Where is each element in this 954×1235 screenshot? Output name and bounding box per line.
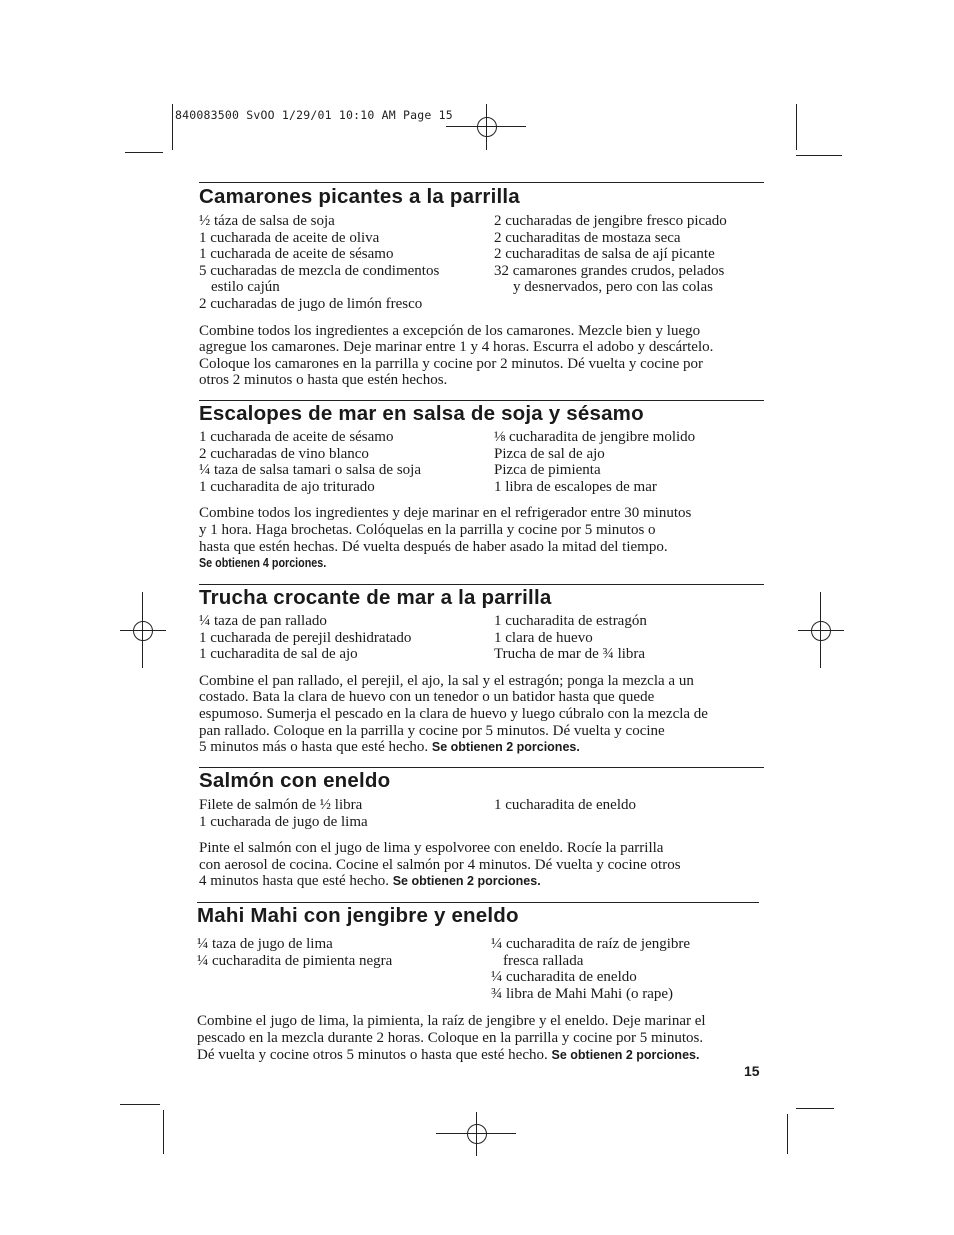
ingredient: 2 cucharadas de jugo de limón fresco bbox=[199, 295, 423, 312]
ingredient: 1 cucharada de aceite de sésamo bbox=[199, 429, 394, 445]
recipe-title: Salmón con eneldo bbox=[199, 769, 391, 792]
ingredient: 1 cucharada de perejil deshidratado bbox=[199, 629, 412, 646]
ingredients-column-right bbox=[494, 613, 764, 663]
ingredient: Pizca de pimienta bbox=[494, 462, 601, 479]
method-text bbox=[199, 840, 764, 890]
section-rule bbox=[199, 584, 764, 585]
method-line: hasta que estén hechas. Dé vuelta después de haber asado la mitad del tiempo. bbox=[199, 538, 668, 555]
crop-mark bbox=[796, 104, 797, 150]
crop-mark bbox=[125, 152, 163, 153]
ingredients-column-right bbox=[494, 429, 764, 495]
ingredients bbox=[199, 613, 764, 663]
ingredient: fresca rallada bbox=[503, 952, 584, 969]
recipe-title: Escalopes de mar en salsa de soja y sésamo bbox=[199, 402, 644, 425]
method-line: pescado en la mezcla durante 2 horas. Coloque en la parrilla y cocine por 5 minutos. bbox=[197, 1029, 704, 1046]
servings-note: Se obtienen 2 porciones. bbox=[431, 740, 580, 755]
ingredient: 2 cucharaditas de mostaza seca bbox=[494, 229, 681, 246]
recipe-title: Trucha crocante de mar a la parrilla bbox=[199, 586, 552, 609]
ingredient: Filete de salmón de ½ libra bbox=[199, 797, 363, 813]
method-line: y 1 hora. Haga brochetas. Colóquelas en la parrilla y cocine por 5 minutos o bbox=[199, 521, 656, 538]
registration-mark bbox=[120, 592, 166, 668]
ingredient: 2 cucharaditas de salsa de ají picante bbox=[494, 246, 715, 263]
method-line: otros 2 minutos o hasta que estén hechos. bbox=[199, 372, 448, 389]
section-rule bbox=[199, 400, 764, 401]
crop-mark bbox=[796, 155, 842, 156]
ingredients-column-left bbox=[199, 213, 494, 313]
servings-note: Se obtienen 2 porciones. bbox=[392, 874, 541, 889]
ingredients bbox=[199, 213, 764, 313]
method-line: Combine el jugo de lima, la pimienta, la raíz de jengibre y el eneldo. Deje marinar el bbox=[197, 1013, 706, 1030]
ingredients bbox=[197, 936, 759, 1002]
method-text bbox=[199, 323, 764, 389]
ingredient: 1 cucharada de jugo de lima bbox=[199, 813, 368, 830]
ingredient: ¼ taza de pan rallado bbox=[199, 613, 327, 629]
ingredients-column-left bbox=[199, 613, 494, 663]
ingredient: ¼ cucharadita de pimienta negra bbox=[197, 952, 393, 969]
method-text bbox=[197, 1013, 759, 1063]
ingredients-column-right bbox=[494, 213, 764, 313]
ingredient: Pizca de sal de ajo bbox=[494, 445, 605, 462]
print-slug: 840083500 SvOO 1/29/01 10:10 AM Page 15 bbox=[175, 108, 453, 122]
section-rule bbox=[199, 767, 764, 768]
recipe-trucha bbox=[199, 584, 764, 756]
ingredient: ¼ cucharadita de raíz de jengibre bbox=[491, 936, 691, 952]
ingredient: 2 cucharadas de vino blanco bbox=[199, 445, 369, 462]
crop-mark bbox=[796, 1108, 834, 1109]
ingredient: ¼ cucharadita de eneldo bbox=[491, 969, 637, 986]
crop-mark bbox=[163, 1110, 164, 1154]
recipe-title: Mahi Mahi con jengibre y eneldo bbox=[197, 904, 519, 927]
method-line: 5 minutos más o hasta que esté hecho. bbox=[199, 739, 429, 756]
method-line: espumoso. Sumerja el pescado en la clara de huevo y luego cúbralo con la mezcla de bbox=[199, 705, 708, 722]
registration-mark bbox=[446, 104, 526, 150]
ingredients bbox=[199, 429, 764, 495]
ingredients-column-left bbox=[199, 429, 494, 495]
ingredient: 1 cucharada de aceite de oliva bbox=[199, 229, 380, 246]
ingredient: 1 cucharadita de ajo triturado bbox=[199, 478, 375, 495]
ingredients-column-right bbox=[491, 936, 759, 1002]
ingredient: 1 libra de escalopes de mar bbox=[494, 478, 657, 495]
recipe-camarones bbox=[199, 182, 764, 389]
ingredients bbox=[199, 797, 764, 830]
recipe-title: Camarones picantes a la parrilla bbox=[199, 185, 520, 208]
method-line: Combine todos los ingredientes y deje marinar en el refrigerador entre 30 minutos bbox=[199, 505, 692, 522]
ingredient: 1 cucharadita de estragón bbox=[494, 613, 647, 629]
page-number: 15 bbox=[744, 1063, 760, 1079]
method-line: Pinte el salmón con el jugo de lima y espolvoree con eneldo. Rocíe la parrilla bbox=[199, 840, 664, 857]
ingredient: ⅛ cucharadita de jengibre molido bbox=[494, 429, 696, 445]
crop-mark bbox=[787, 1114, 788, 1154]
ingredient: estilo cajún bbox=[211, 279, 280, 296]
registration-mark bbox=[436, 1112, 516, 1156]
recipe-escalopes bbox=[199, 400, 764, 572]
servings-note: Se obtienen 2 porciones. bbox=[551, 1047, 700, 1062]
method-text bbox=[199, 673, 764, 756]
ingredients-column-left bbox=[199, 797, 494, 830]
method-line: Dé vuelta y cocine otros 5 minutos o hasta que esté hecho. bbox=[197, 1046, 548, 1063]
ingredient: 1 cucharadita de sal de ajo bbox=[199, 646, 358, 663]
method-line: costado. Bata la clara de huevo con un tenedor o un batidor hasta que quede bbox=[199, 689, 655, 706]
method-line: Combine el pan rallado, el perejil, el ajo, la sal y el estragón; ponga la mezcla a un bbox=[199, 672, 694, 689]
recipe-salmon bbox=[199, 767, 764, 890]
ingredient: 5 cucharadas de mezcla de condimentos bbox=[199, 262, 440, 279]
servings-note: Se obtienen 4 porciones. bbox=[199, 556, 327, 571]
crop-mark bbox=[172, 104, 173, 150]
method-text bbox=[199, 505, 764, 571]
ingredient: Trucha de mar de ¾ libra bbox=[494, 646, 646, 663]
ingredient: ¼ taza de jugo de lima bbox=[197, 936, 333, 952]
ingredients-column-right bbox=[494, 797, 764, 830]
method-line: Combine todos los ingredientes a excepción de los camarones. Mezcle bien y luego bbox=[199, 322, 701, 339]
ingredient: ¾ libra de Mahi Mahi (o rape) bbox=[491, 985, 674, 1002]
ingredient: ½ táza de salsa de soja bbox=[199, 213, 335, 229]
crop-mark bbox=[120, 1104, 160, 1105]
section-rule bbox=[199, 182, 764, 183]
method-line: con aerosol de cocina. Cocine el salmón por 4 minutos. Dé vuelta y cocine otros bbox=[199, 856, 681, 873]
ingredient: 1 cucharadita de eneldo bbox=[494, 797, 637, 813]
recipe-mahi-mahi bbox=[197, 902, 759, 1063]
method-line: pan rallado. Coloque en la parrilla y cocine por 5 minutos. Dé vuelta y cocine bbox=[199, 722, 665, 739]
ingredient: 32 camarones grandes crudos, pelados bbox=[494, 262, 725, 279]
method-line: agregue los camarones. Deje marinar entre 1 y 4 horas. Escurra el adobo y descártelo. bbox=[199, 339, 714, 356]
method-line: 4 minutos hasta que esté hecho. bbox=[199, 873, 389, 890]
ingredient: y desnervados, pero con las colas bbox=[513, 279, 713, 296]
section-rule bbox=[197, 902, 759, 903]
ingredients-column-left bbox=[197, 936, 491, 1002]
registration-mark bbox=[798, 592, 844, 668]
ingredient: ¼ taza de salsa tamari o salsa de soja bbox=[199, 462, 421, 479]
ingredient: 1 clara de huevo bbox=[494, 629, 593, 646]
method-line: Coloque los camarones en la parrilla y cocine por 2 minutos. Dé vuelta y cocine por bbox=[199, 355, 704, 372]
ingredient: 1 cucharada de aceite de sésamo bbox=[199, 246, 394, 263]
ingredient: 2 cucharadas de jengibre fresco picado bbox=[494, 213, 727, 229]
